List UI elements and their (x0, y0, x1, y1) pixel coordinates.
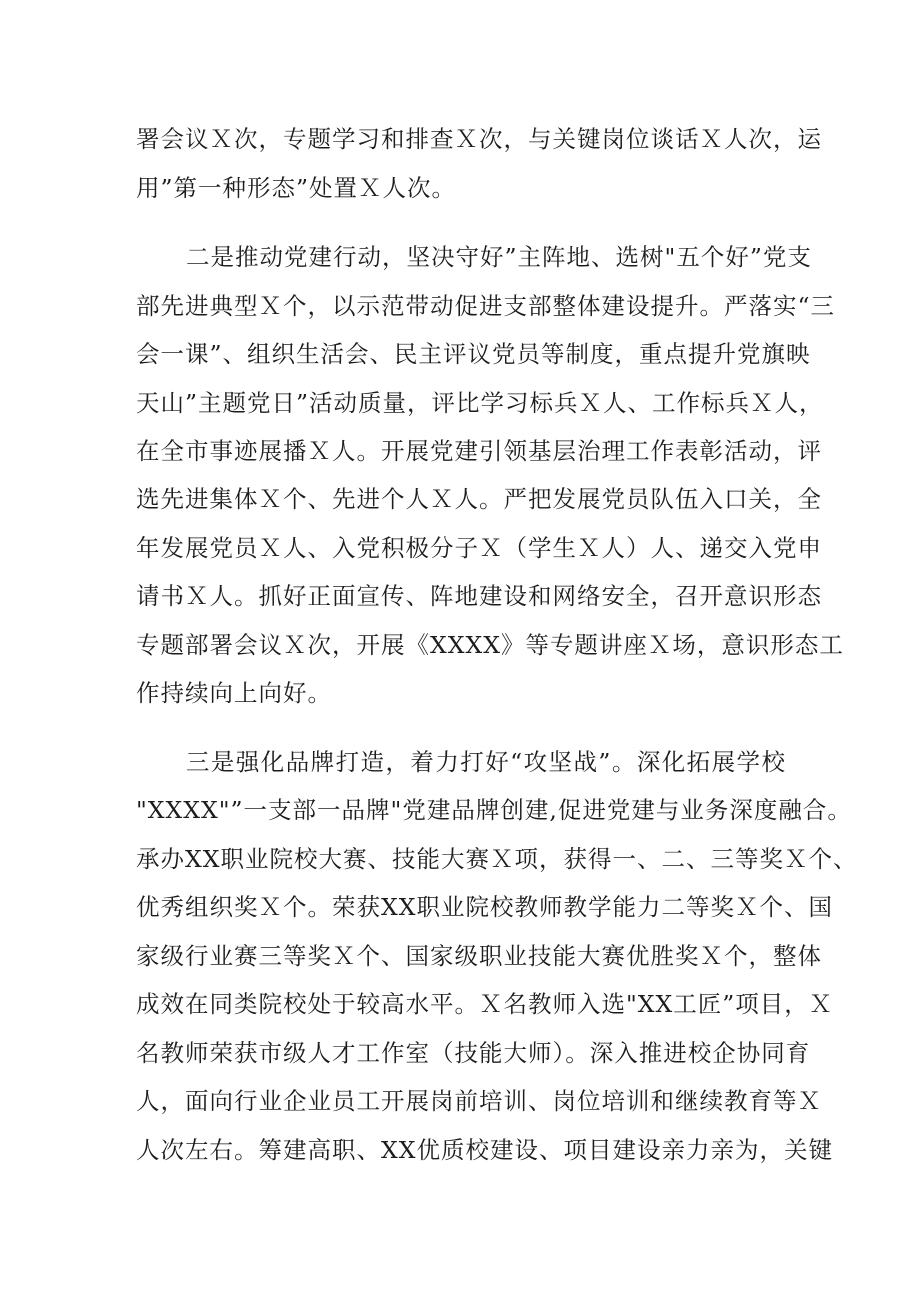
text-line: 会一课”、组织生活会、民主评议党员等制度，重点提升党旗映 (136, 340, 811, 368)
text-line: 成效在同类院校处于较高水平。Ｘ名教师入选"XX工匠”项目，Ｘ (136, 990, 834, 1018)
text-line: 用”第一种形态”处置Ｘ人次。 (136, 174, 457, 202)
text-line: 请书Ｘ人。抓好正面宣传、阵地建设和网络安全，召开意识形态 (136, 582, 822, 610)
text-line: 选先进集体Ｘ个、先进个人Ｘ人。严把发展党员队伍入口关，全 (136, 485, 822, 513)
text-line: 专题部署会议Ｘ次，开展《XXXX》等专题讲座Ｘ场，意识形态工 (136, 631, 844, 659)
text-line: 人次左右。筹建高职、XX优质校建设、项目建设亲力亲为，关键 (136, 1136, 833, 1164)
text-line: 署会议Ｘ次，专题学习和排查Ｘ次，与关键岗位谈话Ｘ人次，运 (136, 125, 822, 153)
text-line: 承办XX职业院校大赛、技能大赛Ｘ项，获得一、二、三等奖Ｘ个、 (136, 845, 858, 873)
text-line: 家级行业赛三等奖Ｘ个、国家级职业技能大赛优胜奖Ｘ个，整体 (136, 942, 822, 970)
text-line: 在全市事迹展播Ｘ人。开展党建引领基层治理工作表彰活动，评 (136, 437, 822, 465)
text-line: 名教师荣获市级人才工作室（技能大师）。深入推进校企协同育 (136, 1039, 811, 1067)
text-line: 年发展党员Ｘ人、入党积极分子Ｘ（学生Ｘ人）人、递交入党申 (136, 534, 822, 562)
text-line: 二是推动党建行动，坚决守好”主阵地、选树"五个好”党支 (186, 243, 812, 271)
text-line: 部先进典型Ｘ个，以示范带动促进支部整体建设提升。严落实“三 (136, 292, 836, 320)
text-line: 优秀组织奖Ｘ个。荣获XX职业院校教师教学能力二等奖Ｘ个、国 (136, 893, 833, 921)
text-line: 作持续向上向好。 (136, 679, 332, 707)
text-line: "XXXX"”一支部一品牌"党建品牌创建,促进党建与业务深度融合。 (136, 796, 852, 824)
text-line: 天山”主题党日”活动质量，评比学习标兵Ｘ人、工作标兵Ｘ人， (136, 389, 824, 417)
text-line: 人，面向行业企业员工开展岗前培训、岗位培训和继续教育等Ｘ (136, 1087, 822, 1115)
text-line: 三是强化品牌打造，着力打好“攻坚战”。深化拓展学校 (186, 748, 786, 776)
